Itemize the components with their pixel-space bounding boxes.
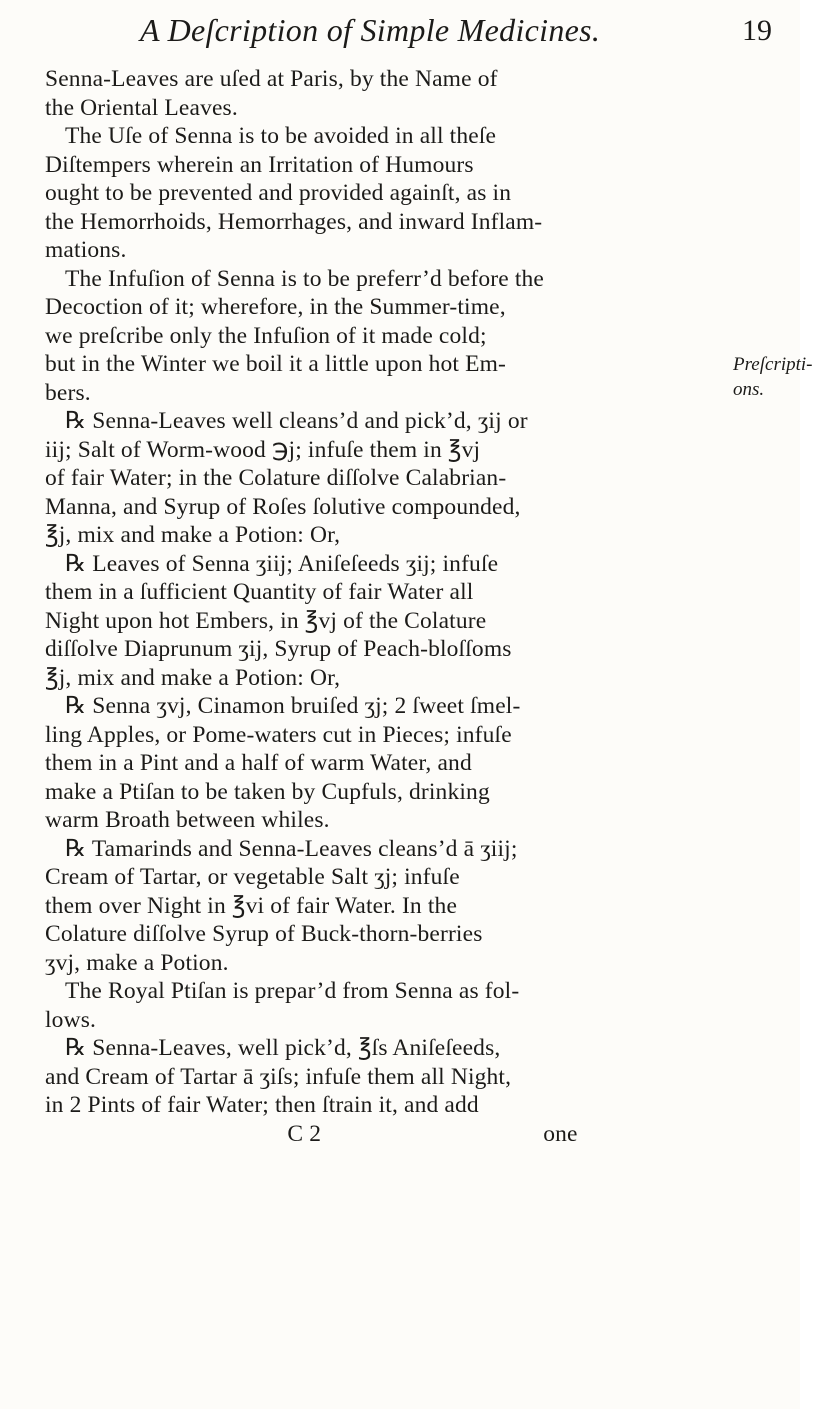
text-line: but in the Winter we boil it a little upon hot Em-: [45, 351, 507, 377]
text-line: we preſcribe only the Infuſion of it made cold;: [45, 322, 487, 349]
text-line: in 2 Pints of fair Water; then ſtrain it, and add: [45, 1092, 479, 1118]
text-line: make a Ptiſan to be taken by Cupfuls, drinking: [45, 778, 490, 805]
text-line: lows.: [45, 1006, 97, 1033]
running-title: A Deſcription of Simple Medicines.: [140, 12, 601, 48]
text-line: Senna-Leaves are uſed at Paris, by the Name of: [45, 66, 498, 92]
text-line: the Oriental Leaves.: [45, 94, 238, 121]
text-line: Colature diſſolve Syrup of Buck-thorn-berries: [45, 921, 483, 947]
text-line: The Uſe of Senna is to be avoided in all theſe: [65, 123, 497, 149]
margin-note: [733, 352, 813, 402]
text-line: ℞ Senna ʒvj, Cinamon bruiſed ʒj; 2 ſweet ſmel-: [65, 693, 521, 719]
margin-note-line: ons.: [733, 379, 765, 400]
text-line: them in a Pint and a half of warm Water, and: [45, 750, 472, 776]
text-line: warm Broath between whiles.: [45, 807, 330, 833]
text-line: iij; Salt of Worm-wood ℈j; infuſe them in ℥vj: [45, 436, 481, 463]
text-line: ℞ Senna-Leaves well cleans’d and pick’d, ʒij or: [65, 408, 528, 434]
margin-note-line: Preſcripti-: [733, 354, 813, 375]
text-line: Diſtempers wherein an Irritation of Humours: [45, 151, 474, 178]
text-line: of fair Water; in the Colature diſſolve Calabrian-: [45, 465, 507, 491]
text-line: them in a ſufficient Quantity of fair Water all: [45, 579, 474, 605]
text-line: mations.: [45, 237, 127, 263]
text-line: bers.: [45, 379, 91, 406]
text-line: Decoction of it; wherefore, in the Summer-time,: [45, 294, 506, 320]
text-line: Night upon hot Embers, in ℥vj of the Colature: [45, 607, 487, 634]
text-line: ling Apples, or Pome-waters cut in Pieces; infuſe: [45, 721, 512, 748]
signature-mark: C 2: [287, 1120, 322, 1147]
text-line: The Royal Ptiſan is prepar’d from Senna as fol-: [65, 978, 520, 1004]
text-line: ℥j, mix and make a Potion: Or,: [45, 664, 341, 691]
text-line: and Cream of Tartar ā ʒiſs; infuſe them all Night,: [45, 1063, 512, 1090]
page-header: [0, 0, 800, 60]
text-line: ought to be prevented and provided againſt, as in: [45, 180, 512, 206]
page-footer: [45, 1120, 720, 1149]
catchword: one: [543, 1120, 578, 1147]
text-line: them over Night in ℥vi of fair Water. In the: [45, 892, 458, 919]
body-text: [45, 65, 720, 1148]
text-line: ʒvj, make a Potion.: [45, 949, 229, 976]
text-line: the Hemorrhoids, Hemorrhages, and inward Inflam-: [45, 208, 543, 235]
text-line: Cream of Tartar, or vegetable Salt ʒj; infuſe: [45, 864, 460, 890]
text-line: ℥j, mix and make a Potion: Or,: [45, 522, 341, 548]
page-number: 19: [742, 14, 772, 47]
text-line: ℞ Tamarinds and Senna-Leaves cleans’d ā ʒiij;: [65, 835, 518, 862]
text-line: ℞ Leaves of Senna ʒiij; Aniſeſeeds ʒij; infuſe: [65, 550, 499, 577]
text-line: ℞ Senna-Leaves, well pick’d, ℥ſs Aniſeſeeds,: [65, 1035, 501, 1061]
text-line: diſſolve Diaprunum ʒij, Syrup of Peach-bloſſoms: [45, 636, 512, 662]
text-line: Manna, and Syrup of Roſes ſolutive compounded,: [45, 493, 521, 520]
text-line: The Infuſion of Senna is to be preferr’d before the: [65, 265, 544, 292]
